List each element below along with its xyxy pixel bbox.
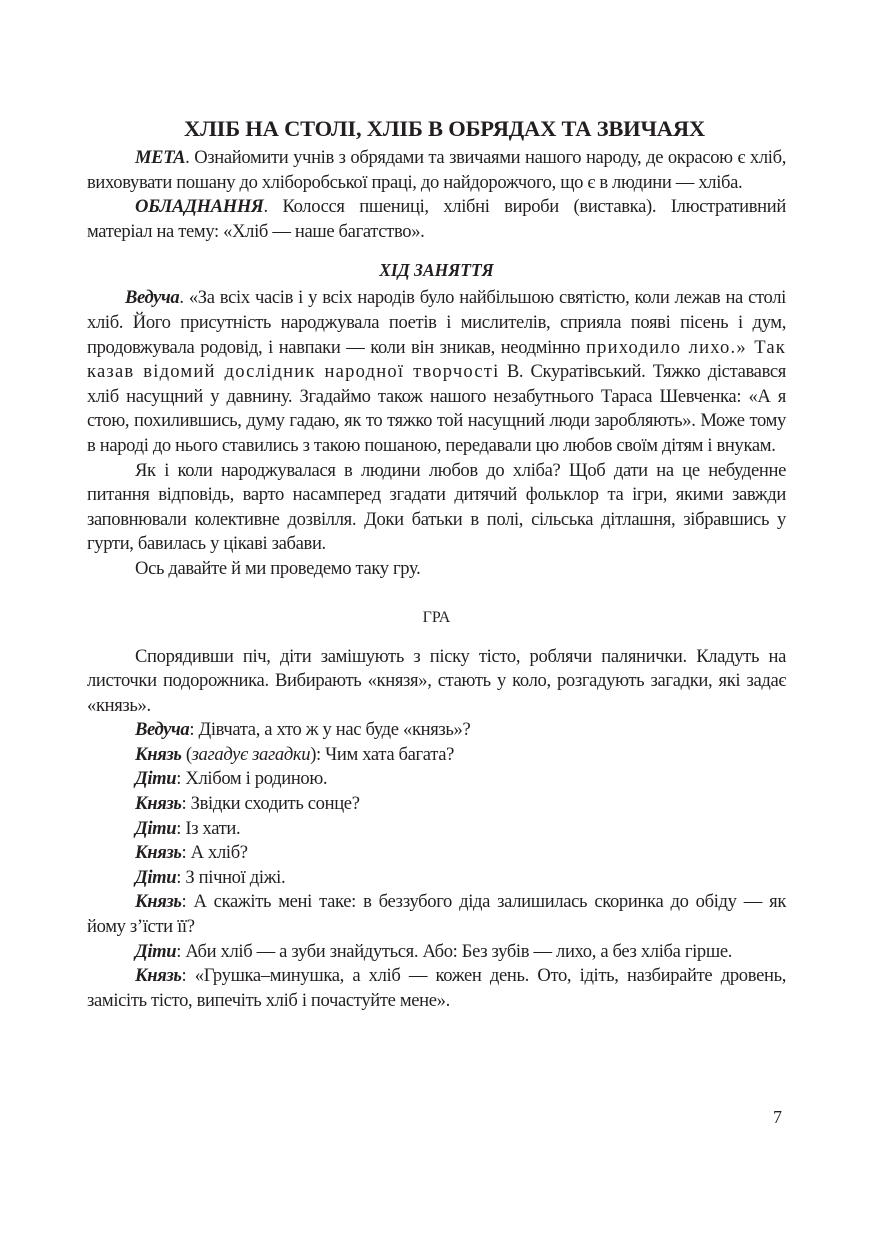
speaker-label: Діти (135, 866, 177, 888)
intro-text-b: приходило лихо.» Так казав відомий дослідник народної творчості (87, 336, 787, 383)
dialogue-line (87, 964, 786, 1013)
dialogue-line (87, 841, 786, 866)
goal-label: МЕТА (135, 147, 186, 168)
paragraph-3: Ось давайте й ми проведемо таку гру. (135, 557, 421, 579)
dialogue (87, 718, 786, 1013)
dialogue-line (87, 817, 786, 842)
book-page (87, 114, 786, 1013)
speaker-label: Діти (135, 940, 177, 962)
dialogue-text: : Хлібом і родиною. (176, 768, 328, 790)
dialogue-text: : «Грушка–минушка, а хліб — кожен день. Ото, ідіть, назбирайте дровень, замісіть тісто, випечіть хліб і почастуйте мене». (87, 965, 786, 1011)
dialogue-text: : Із хати. (176, 817, 241, 839)
equipment-paragraph (87, 195, 786, 244)
speaker-label: Князь (135, 965, 182, 987)
page-title: ХЛІБ НА СТОЛІ, ХЛІБ В ОБРЯДАХ ТА ЗВИЧАЯХ (184, 116, 705, 141)
intro-text-c: В. Скуратівський. Тяжко діставався хліб насущний у давнину. Згадаймо також нашого незабутнього Тараса Шевченка: «А я стою, похилившись, думу гадаю, як то тяжко той насущний люди заробляють». Може тому в народі до нього ставились з такою пошаною, передавали цю любов своїм дітям і внукам. (87, 361, 786, 456)
speaker-label: Князь (135, 891, 182, 913)
equipment-label: ОБЛАДНАННЯ (135, 196, 264, 218)
dialogue-line: Князь (загадує загадки): Чим хата багата? (135, 743, 455, 765)
speaker-label: Князь (135, 793, 182, 815)
dialogue-line (87, 767, 786, 792)
speaker-label: Ведуча (125, 287, 180, 309)
goal-text: . Ознайомити учнів з обрядами та звичаями нашого народу, де окрасою є хліб, виховувати пошану до хліборобської праці, до найдорожчого, що є в людини — хліба. (87, 147, 786, 193)
game-heading: ГРА (422, 608, 451, 626)
page-number: 7 (773, 1107, 782, 1127)
dialogue-text: : Дівчата, а хто ж у нас буде «князь»? (189, 719, 471, 741)
dialogue-text: : Аби хліб — а зуби знайдуться. Або: Без зубів — лихо, а без хліба гірше. (176, 940, 733, 962)
speaker-label: Ведуча (135, 719, 190, 741)
goal-paragraph (87, 146, 786, 195)
dialogue-text: ): Чим хата багата? (310, 743, 455, 765)
speaker-label: Діти (135, 817, 177, 839)
game-intro-paragraph: Спорядивши піч, діти замішують з піску тісто, роблячи палянички. Кладуть на листочки подорожника. Вибирають «князя», стають у коло, розгадують загадки, які задає «князь». (87, 645, 786, 716)
lesson-heading: ХІД ЗАНЯТТЯ (379, 260, 494, 281)
speaker-label: Князь (135, 743, 182, 765)
dialogue-line (87, 718, 786, 743)
stage-direction: загадує загадки (191, 743, 311, 765)
intro-text-a: . «За всіх часів і у всіх народів було найбільшою святістю, коли лежав на столі хліб. Його присутність народжувала поетів і мислителів, сприяла появі пісень і дум, продовжувала родовід, і навпаки — коли він зникав, неодмінно (87, 287, 786, 358)
equipment-text: . Колосся пшениці, хлібні вироби (виставка). Ілюстративний матеріал на тему: «Хліб — наше багатство». (87, 196, 786, 242)
dialogue-text: : Звідки сходить сонце? (181, 793, 360, 815)
dialogue-line (87, 890, 786, 939)
dialogue-text: : З пічної діжі. (176, 866, 286, 888)
intro-paragraph (87, 286, 786, 458)
dialogue-text: : А хліб? (181, 842, 248, 864)
dialogue-line (87, 866, 786, 891)
paragraph-2: Як і коли народжувалася в людини любов до хліба? Щоб дати на це небуденне питання відповідь, варто насамперед згадати дитячий фольклор та ігри, якими завжди заповнювали колективне дозвілля. Доки батьки в полі, сільська дітлашня, зібравшись у гурти, бавилась у цікаві забави. (87, 459, 786, 555)
dialogue-line (87, 792, 786, 817)
speaker-label: Діти (135, 768, 177, 790)
dialogue-text: : А скажіть мені таке: в беззубого діда залишилась скоринка до обіду — як йому з’їсти її? (87, 891, 786, 938)
dialogue-line (87, 940, 786, 965)
speaker-label: Князь (135, 842, 182, 864)
